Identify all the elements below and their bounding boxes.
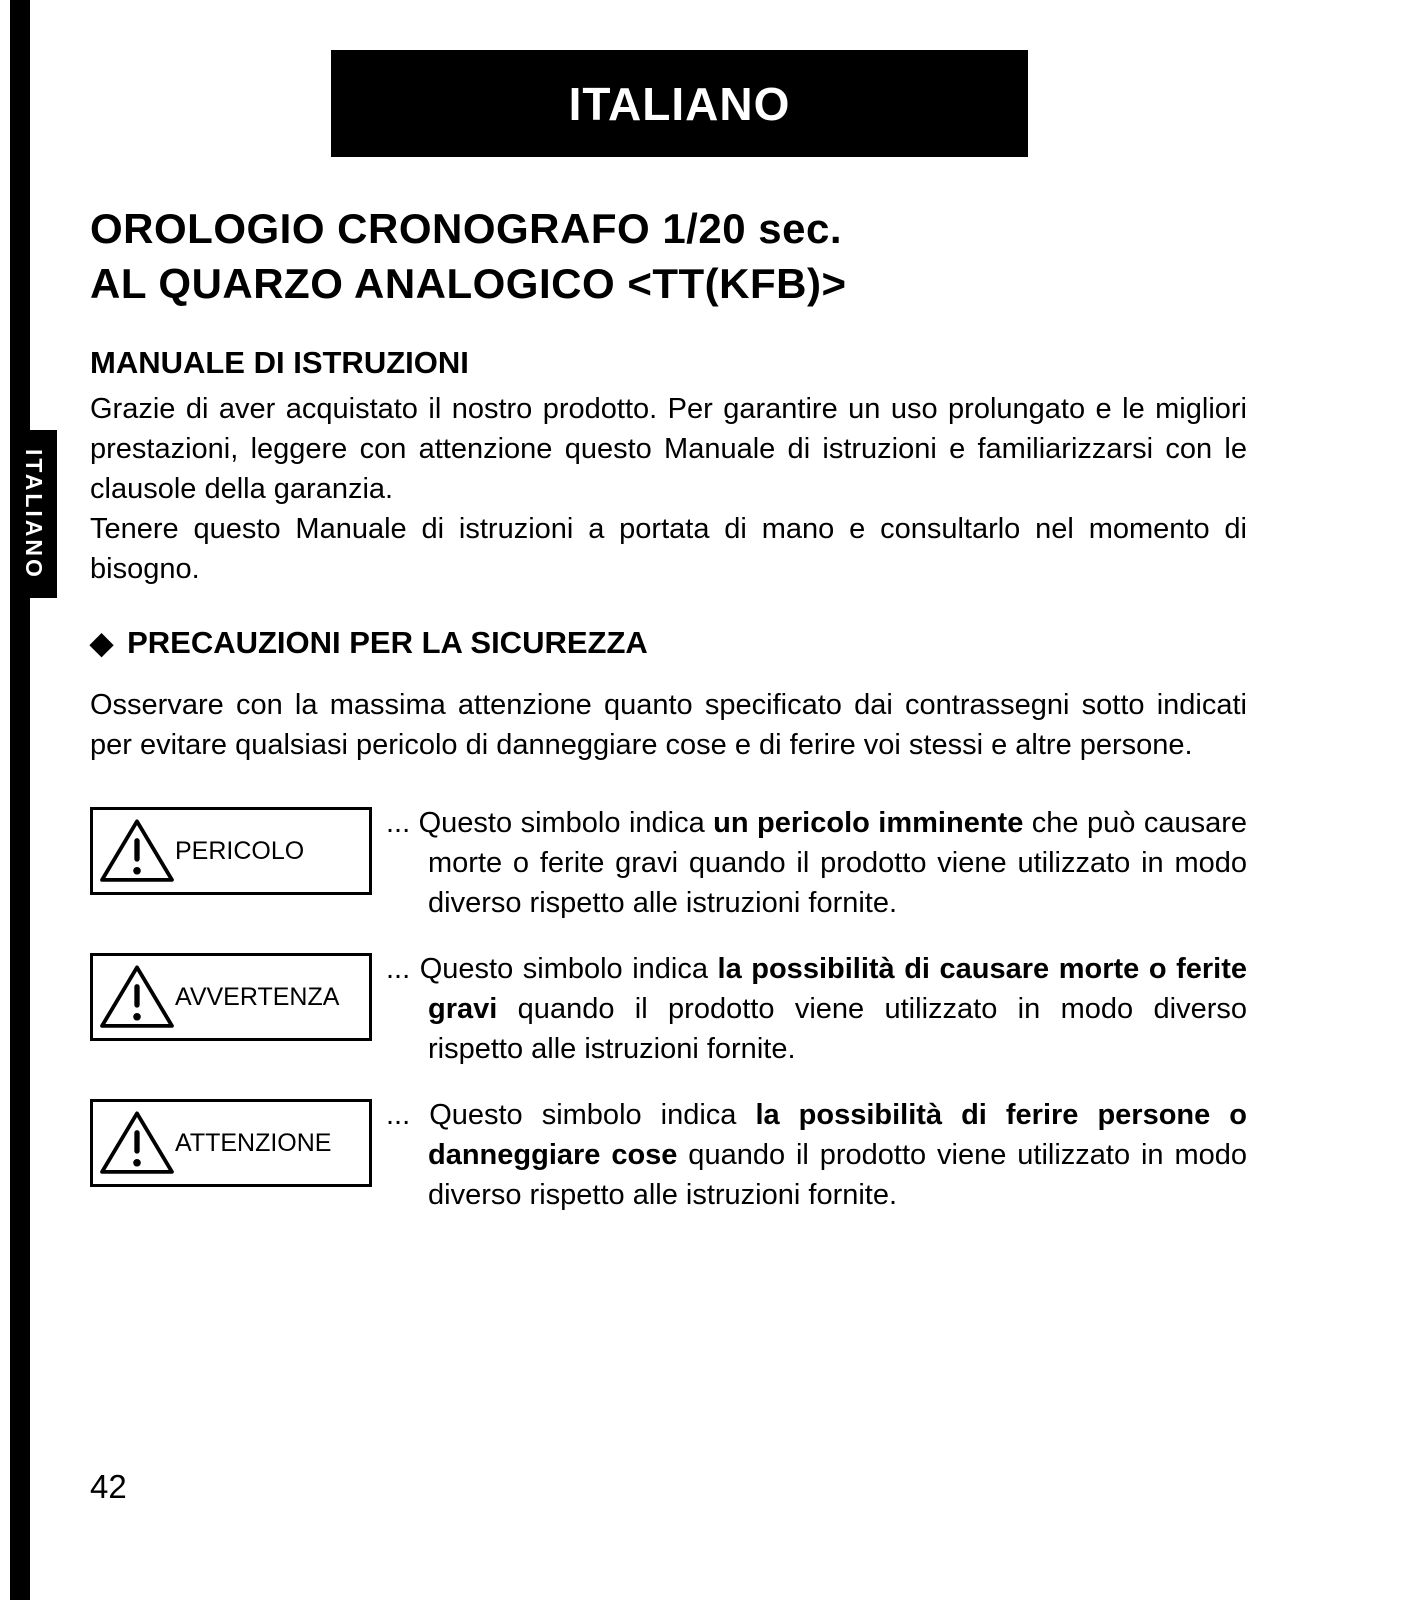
warning-triangle-icon: [99, 817, 175, 885]
warning-text-suffix: quando il prodotto viene utilizzato in modo diverso rispetto alle istruzioni fornite.: [428, 1139, 1247, 1212]
manual-heading: MANUALE DI ISTRUZIONI: [90, 345, 469, 381]
warning-text-prefix: ... Questo simbolo indica: [386, 953, 718, 986]
precautions-heading: [90, 625, 1247, 661]
warning-row: [90, 949, 1247, 1069]
precautions-intro: Osservare con la massima attenzione quanto specificato dai contrassegni sotto indicati per evitare qualsiasi pericolo di danneggiare cose e di ferire voi stessi e altre persone.: [90, 689, 1247, 762]
warning-text-suffix: che può causare morte o ferite gravi quando il prodotto viene utilizzato in modo diverso rispetto alle istruzioni fornite.: [428, 807, 1247, 920]
side-tab-label: ITALIANO: [21, 448, 47, 580]
page-number: 42: [90, 1468, 127, 1505]
warning-box: [90, 807, 372, 895]
language-side-tab: [10, 430, 57, 598]
page-title: [90, 202, 1247, 311]
intro-paragraph-2: Tenere questo Manuale di istruzioni a portata di mano e consultarlo nel momento di bisogno.: [90, 513, 1247, 586]
left-edge-strip: [10, 0, 30, 1600]
warning-triangle-icon: [99, 1109, 175, 1177]
page-title-line2: AL QUARZO ANALOGICO <TT(KFB)>: [90, 259, 847, 307]
diamond-icon: ◆: [90, 626, 114, 660]
warning-row: [90, 1095, 1247, 1215]
warning-box: [90, 953, 372, 1041]
warning-text-bold: un pericolo imminente: [713, 807, 1024, 840]
warning-text-suffix: quando il prodotto viene utilizzato in modo diverso rispetto alle istruzioni fornite.: [428, 993, 1247, 1066]
warning-box: [90, 1099, 372, 1187]
warning-text-prefix: ... Questo simbolo indica: [386, 1099, 756, 1132]
warning-description: [386, 949, 1247, 1069]
warning-label: PERICOLO: [175, 836, 305, 865]
header-title: ITALIANO: [568, 77, 791, 130]
page-content: [90, 202, 1247, 1241]
intro-paragraph-1: Grazie di aver acquistato il nostro prodotto. Per garantire un uso prolungato e le migliori prestazioni, leggere con attenzione questo Manuale di istruzioni e familiarizzarsi con le clausole della garanzia.: [90, 393, 1247, 506]
warning-row: [90, 803, 1247, 923]
precautions-heading-text: PRECAUZIONI PER LA SICUREZZA: [127, 625, 648, 661]
warning-text-prefix: ... Questo simbolo indica: [386, 807, 714, 840]
warning-label: ATTENZIONE: [175, 1128, 332, 1157]
warning-description: [386, 803, 1247, 923]
page-title-line1: OROLOGIO CRONOGRAFO 1/20 sec.: [90, 205, 842, 252]
language-header-bar: [331, 50, 1028, 157]
warning-label: AVVERTENZA: [175, 982, 340, 1011]
warning-text-bold: la possibilità di ferire persone o danneggiare cose: [428, 1099, 1247, 1172]
warning-text-bold: la possibilità di causare morte o ferite gravi: [428, 953, 1247, 1026]
warning-description: [386, 1095, 1247, 1215]
warning-triangle-icon: [99, 963, 175, 1031]
